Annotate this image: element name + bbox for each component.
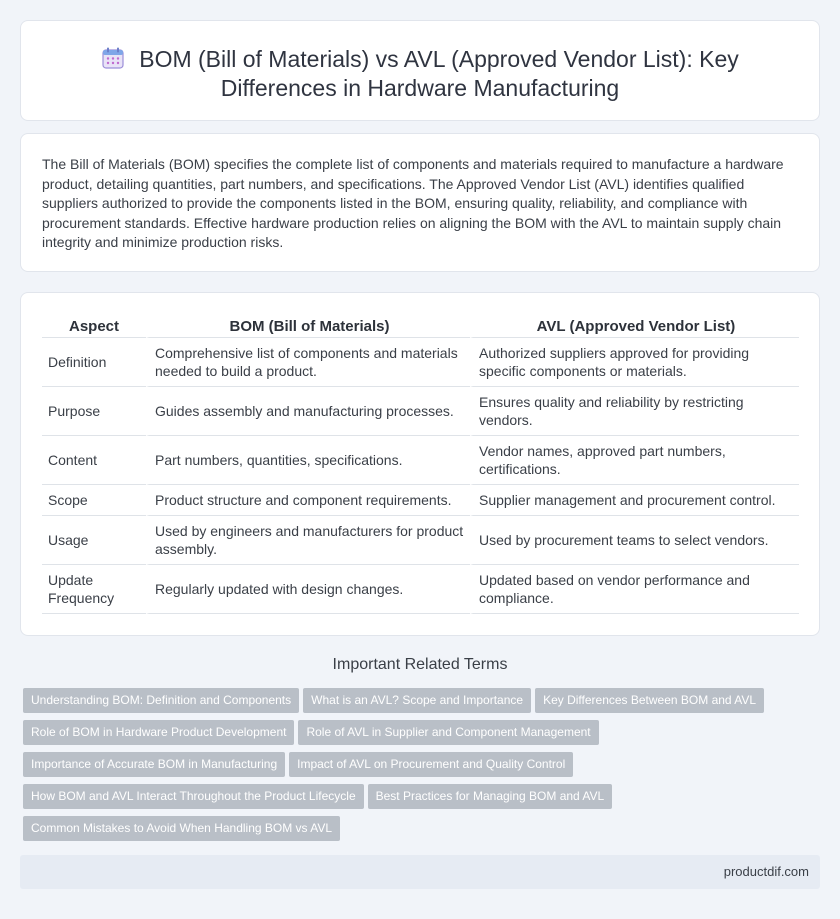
related-term-tag[interactable]: Role of BOM in Hardware Product Development <box>23 720 294 745</box>
table-row <box>42 516 799 565</box>
title-line-2: Differences in Hardware Manufacturing <box>220 75 620 101</box>
related-term-tag[interactable]: Role of AVL in Supplier and Component Management <box>298 720 598 745</box>
aspect-cell: Usage <box>42 516 146 565</box>
title-card <box>20 20 820 121</box>
avl-cell: Updated based on vendor performance and compliance. <box>470 565 799 614</box>
avl-cell: Authorized suppliers approved for providing specific components or materials. <box>470 338 799 387</box>
related-term-tag[interactable]: Common Mistakes to Avoid When Handling BOM vs AVL <box>23 816 340 841</box>
comparison-card <box>20 292 820 636</box>
aspect-cell: Content <box>42 436 146 485</box>
footer-site-link[interactable]: productdif.com <box>723 864 809 879</box>
table-row <box>42 485 799 516</box>
intro-paragraph: The Bill of Materials (BOM) specifies the complete list of components and materials required to manufacture a hardware product, detailing quantities, part numbers, and specifications. The Approved Vendor List (AVL) identifies qualified suppliers authorized to provide the components listed in the BOM, ensuring quality, reliability, and compliance with procurement standards. Effective hardware production relies on aligning the BOM with the AVL to maintain supply chain integrity and minimize production risks. <box>42 156 784 251</box>
avl-cell: Vendor names, approved part numbers, certifications. <box>470 436 799 485</box>
bom-cell: Part numbers, quantities, specifications. <box>146 436 470 485</box>
aspect-cell: Scope <box>42 485 146 516</box>
table-row <box>42 436 799 485</box>
bom-cell: Product structure and component requirements. <box>146 485 470 516</box>
footer <box>20 855 820 889</box>
avl-cell: Used by procurement teams to select vendors. <box>470 516 799 565</box>
aspect-cell: Update Frequency <box>42 565 146 614</box>
calendar-icon <box>101 46 125 70</box>
related-term-tag[interactable]: Key Differences Between BOM and AVL <box>535 688 764 713</box>
bom-cell: Guides assembly and manufacturing processes. <box>146 387 470 436</box>
related-term-tag[interactable]: Understanding BOM: Definition and Components <box>23 688 299 713</box>
related-term-tag[interactable]: Best Practices for Managing BOM and AVL <box>368 784 613 809</box>
title-line-1: BOM (Bill of Materials) vs AVL (Approved Vendor List): Key <box>139 46 739 72</box>
header-aspect: Aspect <box>42 315 146 338</box>
avl-cell: Supplier management and procurement control. <box>470 485 799 516</box>
related-term-tag[interactable]: Impact of AVL on Procurement and Quality Control <box>289 752 573 777</box>
table-row <box>42 338 799 387</box>
avl-cell: Ensures quality and reliability by restricting vendors. <box>470 387 799 436</box>
bom-cell: Comprehensive list of components and materials needed to build a product. <box>146 338 470 387</box>
table-header-row <box>42 315 799 338</box>
header-avl: AVL (Approved Vendor List) <box>470 315 799 338</box>
related-terms-heading: Important Related Terms <box>332 656 508 673</box>
related-terms-list <box>23 688 813 848</box>
page-title <box>61 45 779 103</box>
table-row <box>42 387 799 436</box>
bom-cell: Regularly updated with design changes. <box>146 565 470 614</box>
aspect-cell: Purpose <box>42 387 146 436</box>
header-bom: BOM (Bill of Materials) <box>146 315 470 338</box>
comparison-table <box>42 315 799 614</box>
related-term-tag[interactable]: What is an AVL? Scope and Importance <box>303 688 531 713</box>
table-row <box>42 565 799 614</box>
intro-card <box>20 133 820 272</box>
related-term-tag[interactable]: Importance of Accurate BOM in Manufacturing <box>23 752 285 777</box>
aspect-cell: Definition <box>42 338 146 387</box>
bom-cell: Used by engineers and manufacturers for product assembly. <box>146 516 470 565</box>
related-term-tag[interactable]: How BOM and AVL Interact Throughout the Product Lifecycle <box>23 784 364 809</box>
